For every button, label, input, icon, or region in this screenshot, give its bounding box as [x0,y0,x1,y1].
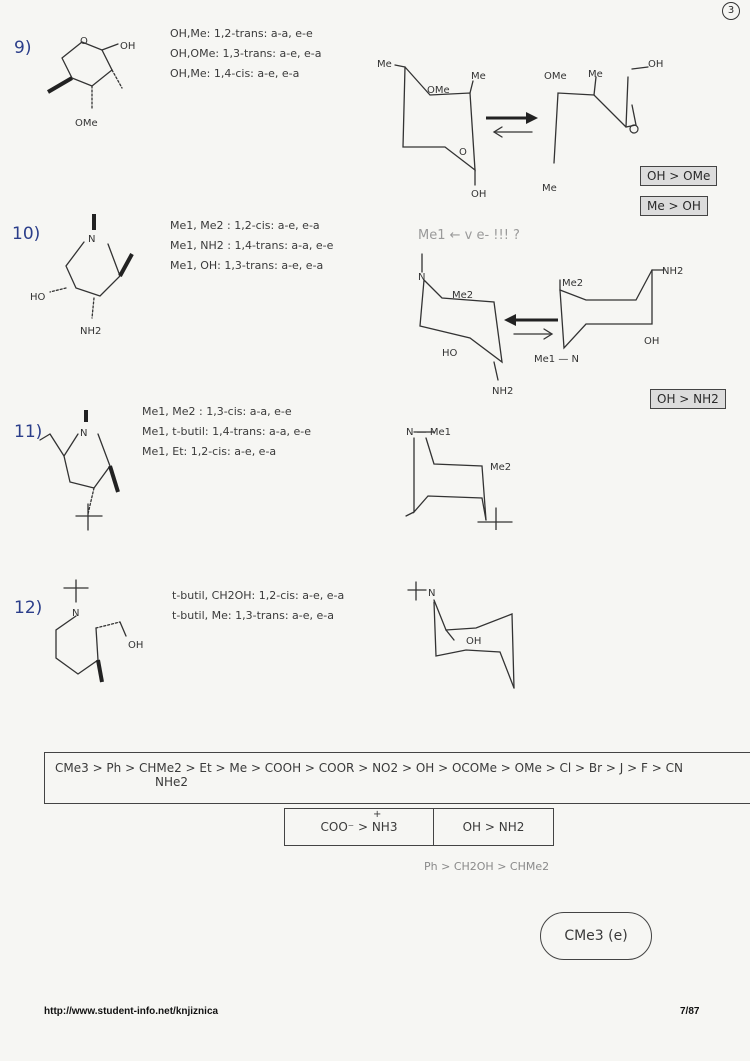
problem-10-chair-right [530,262,690,377]
p10-cl-me2: Me2 [452,290,474,301]
p10-cl-n: N [418,272,426,283]
p11-rule-1: Me1, Me2 : 1,3-cis: a-a, e-e [142,405,292,418]
p12-chair-oh: OH [466,636,482,647]
problem-12-chair [404,578,524,698]
problem-9-chair-left [375,55,495,200]
p10-cl-nh2: NH2 [492,386,514,397]
ion-table-right-cell [434,809,553,845]
problem-9-equilibrium-arrows [482,108,542,138]
p9-box-oh-ome: OH > OMe [640,166,717,186]
p10-n-label: N [88,234,96,245]
p10-cr-oh: OH [644,336,660,347]
priority-series-line: CMe3 > Ph > CHMe2 > Et > Me > COOH > COOR > NO2 > OH > OCOMe > OMe > Cl > Br > J > F > CN [55,761,683,775]
p10-cl-ho: HO [442,348,458,359]
p10-cr-nh2: NH2 [662,266,684,277]
p10-note: Me1 ← v e- !!! ? [418,228,520,243]
p9-cr-ome: OMe [544,71,567,82]
p10-cr-me1n: Me1 — N [534,354,579,365]
p12-rule-1: t-butil, CH2OH: 1,2-cis: a-e, e-a [172,589,345,602]
problem-10-structure [28,206,158,341]
p10-ho-label: HO [30,292,46,303]
p9-cl-o: O [459,147,467,158]
page-marker: 3 [722,2,740,20]
p10-rule-2: Me1, NH2 : 1,4-trans: a-a, e-e [170,239,334,252]
problem-11-chair [396,420,526,530]
ion-left-text: COO⁻ > NH3 [320,820,398,834]
ion-plus-sign: + [373,809,382,820]
problem-9-rules [170,24,321,84]
problem-10-number: 10) [12,224,41,244]
p9-box-me-oh: Me > OH [640,196,708,216]
ion-right-text: OH > NH2 [462,820,525,834]
p12-oh-label: OH [128,640,144,651]
problem-9-number: 9) [14,38,32,58]
problem-12-structure [42,578,162,693]
problem-11-number: 11) [14,422,43,442]
problem-11-rules [142,402,311,462]
p9-cl-oh: OH [471,189,487,200]
p10-cr-me2: Me2 [562,278,584,289]
p12-n-label: N [72,608,80,619]
priority-series-box [44,752,750,804]
p10-rule-1: Me1, Me2 : 1,2-cis: a-e, e-a [170,219,320,232]
p9-cr-me: Me [588,69,603,80]
p9-cr-me2: Me [542,183,557,194]
p9-oh-label: OH [120,41,136,52]
problem-11-structure [36,406,146,536]
problem-9-structure [40,30,160,135]
p12-chair-n: N [428,588,436,599]
cloud-note: CMe3 (e) [540,912,652,960]
p9-cl-me2: Me [471,71,486,82]
p9-rule-1: OH,Me: 1,2-trans: a-a, e-e [170,27,313,40]
p11-rule-3: Me1, Et: 1,2-cis: a-e, e-a [142,445,277,458]
problem-10-rules [170,216,333,276]
p12-rule-2: t-butil, Me: 1,3-trans: a-e, e-a [172,609,335,622]
p11-chair-me2: Me2 [490,462,512,473]
p11-chair-nme1: N — Me1 [406,427,451,438]
ion-table [284,808,554,846]
footer-page-number: 7/87 [680,1006,700,1017]
p9-rule-2: OH,OMe: 1,3-trans: a-e, e-a [170,47,322,60]
p9-cl-me1: Me [377,59,392,70]
problem-12-rules [172,586,344,626]
extra-order-note: Ph > CH2OH > CHMe2 [424,860,550,873]
p11-n-label: N [80,428,88,439]
p9-o-label: O [80,36,88,47]
problem-12-number: 12) [14,598,43,618]
p9-ome-label: OMe [75,118,98,129]
p10-rule-3: Me1, OH: 1,3-trans: a-e, e-a [170,259,324,272]
p10-nh2-label: NH2 [80,326,102,337]
priority-series-sub: NHe2 [155,775,189,789]
p10-box-oh-nh2: OH > NH2 [650,389,726,409]
p9-rule-3: OH,Me: 1,4-cis: a-e, e-a [170,67,300,80]
p9-cl-ome: OMe [427,85,450,96]
p11-rule-2: Me1, t-butil: 1,4-trans: a-a, e-e [142,425,312,438]
p9-cr-oh: OH [648,59,664,70]
ion-table-left-cell [285,809,434,845]
footer-url[interactable]: http://www.student-info.net/knjiznica [44,1006,219,1017]
